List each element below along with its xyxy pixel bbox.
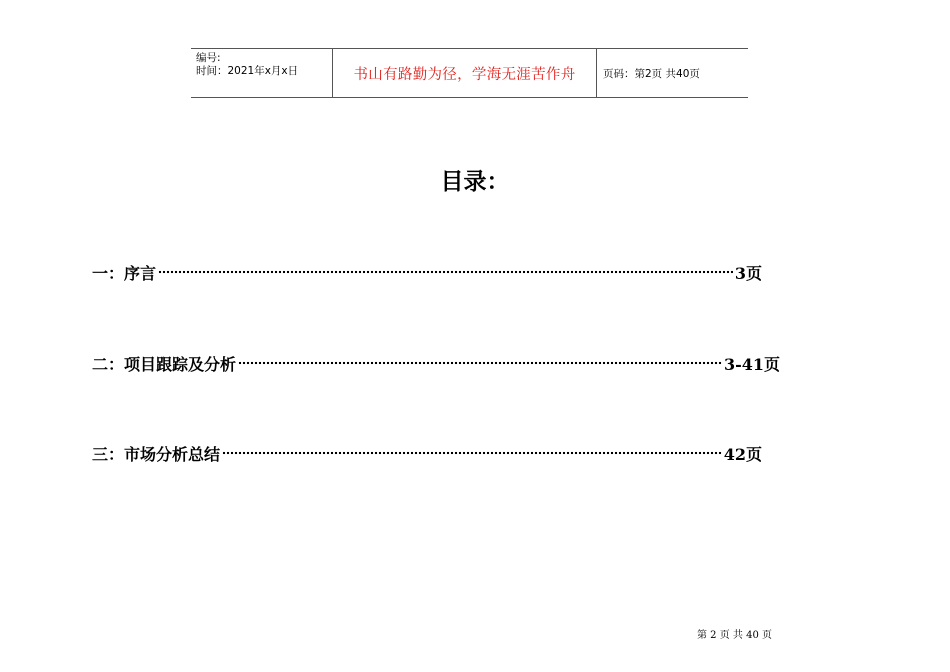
document-date-label: 时间：2021年x月x日 xyxy=(196,65,299,77)
header-motto: 书山有路勤为径，学海无涯苦作舟 xyxy=(353,66,576,83)
toc-dot-leader xyxy=(222,451,722,455)
toc-entry-page: 42页 xyxy=(723,444,762,464)
toc-entry-label: 三：市场分析总结 xyxy=(92,444,221,464)
toc-entry-market-summary[interactable] xyxy=(92,442,762,464)
toc-entry-project-tracking[interactable] xyxy=(92,352,780,374)
toc-dot-leader xyxy=(158,270,733,274)
header-page-info: 页码：第2页 共40页 xyxy=(603,67,700,80)
header-motto-cell xyxy=(333,49,597,97)
page-header xyxy=(191,48,748,98)
page-footer: 第 2 页 共 40 页 xyxy=(697,630,772,641)
toc-title: 目录： xyxy=(440,169,510,195)
header-meta-cell xyxy=(191,49,333,97)
toc-entry-preface[interactable] xyxy=(92,261,762,283)
toc-entry-label: 二：项目跟踪及分析 xyxy=(92,354,237,374)
header-page-cell xyxy=(597,49,748,97)
toc-entry-label: 一：序言 xyxy=(92,263,157,283)
toc-dot-leader xyxy=(238,361,722,365)
toc-entry-page: 3页 xyxy=(734,263,762,283)
toc-entry-page: 3-41页 xyxy=(723,354,780,374)
document-number-label: 编号: xyxy=(196,52,221,64)
